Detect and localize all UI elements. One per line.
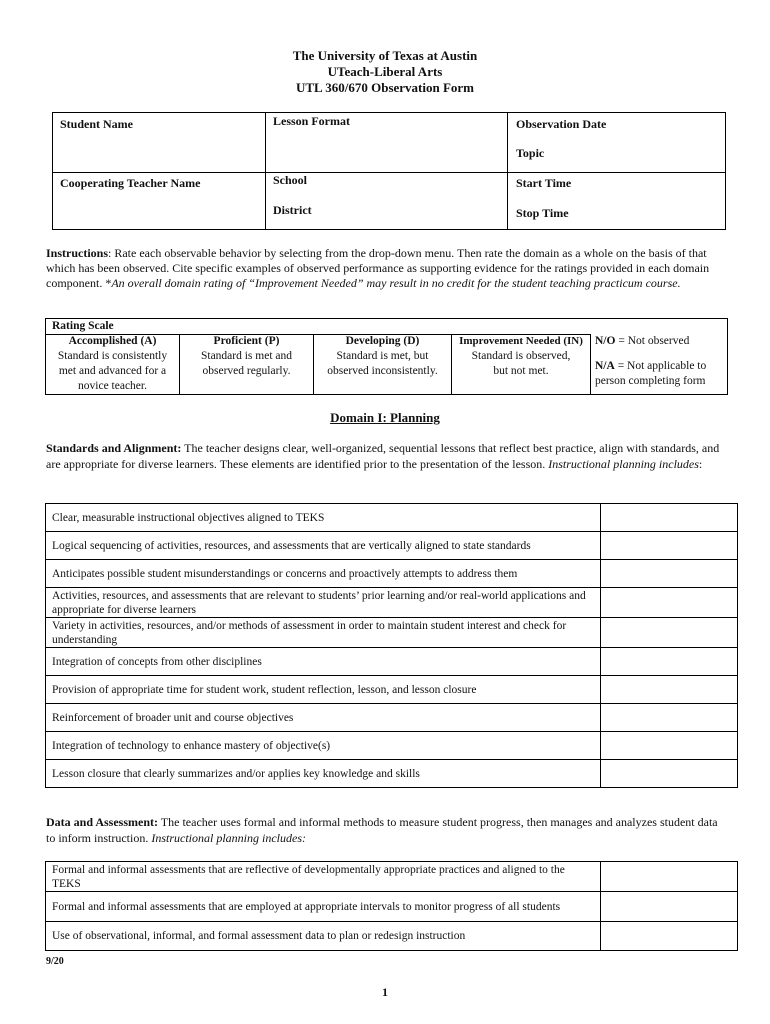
improvement-desc-1: Standard is observed, [471, 350, 571, 362]
rating-dropdown[interactable] [601, 760, 738, 788]
rating-scale-title: Rating Scale [52, 320, 114, 332]
criterion-text: Formal and informal assessments that are reflective of developmentally appropriate practices and aligned to the TEKS [46, 862, 601, 892]
rating-dropdown[interactable] [601, 532, 738, 560]
table-row [46, 618, 738, 648]
criterion-text: Clear, measurable instructional objectives aligned to TEKS [46, 504, 601, 532]
rating-dropdown[interactable] [601, 504, 738, 532]
table-row [46, 760, 738, 788]
rating-not-observed [595, 334, 725, 349]
rating-proficient [180, 334, 313, 379]
rating-dropdown[interactable] [601, 862, 738, 892]
standards-label: Standards and Alignment: [46, 441, 182, 455]
rating-dropdown[interactable] [601, 588, 738, 618]
data-assessment-text: The teacher uses formal and informal methods to measure student progress, then manages and analyzes student data to inform instruction. [46, 815, 718, 845]
instructions-label: Instructions [46, 246, 109, 260]
observation-date-label: Observation Date [516, 117, 607, 131]
table-row [46, 922, 738, 951]
criterion-text: Provision of appropriate time for student work, student reflection, lesson, and lesson closure [46, 676, 601, 704]
no-text: = Not observed [615, 335, 690, 347]
district-label: District [273, 203, 312, 217]
criterion-text: Reinforcement of broader unit and course objectives [46, 704, 601, 732]
improvement-desc-2: but not met. [493, 365, 549, 377]
domain-title: Domain I: Planning [330, 410, 440, 425]
na-text-2: person completing form [595, 375, 706, 387]
revision-date: 9/20 [46, 956, 64, 967]
criterion-text: Anticipates possible student misunderstandings or concerns and proactively attempts to address them [46, 560, 601, 588]
table-row [46, 862, 738, 892]
lesson-format-label: Lesson Format [273, 114, 350, 128]
data-assessment-table [45, 861, 738, 951]
standards-tail: : [698, 457, 703, 471]
university-title: The University of Texas at Austin [292, 48, 478, 63]
na-text: = Not applicable to [614, 360, 707, 372]
rating-not-applicable [595, 359, 725, 389]
accomplished-heading: Accomplished (A) [68, 335, 157, 347]
table-row [46, 532, 738, 560]
criterion-text: Lesson closure that clearly summarizes and/or applies key knowledge and skills [46, 760, 601, 788]
rating-dropdown[interactable] [601, 648, 738, 676]
page-number: 1 [382, 985, 388, 999]
proficient-desc-1: Standard is met and [200, 350, 293, 362]
student-name-label: Student Name [60, 117, 134, 131]
proficient-heading: Proficient (P) [213, 335, 280, 347]
program-title: UTeach-Liberal Arts [327, 64, 443, 79]
criterion-text: Use of observational, informal, and formal assessment data to plan or redesign instruction [46, 922, 601, 951]
criterion-text: Variety in activities, resources, and/or methods of assessment in order to maintain student interest and check for understanding [46, 618, 601, 648]
instructions-text: : Rate each observable behavior by selecting from the drop-down menu. Then rate the domain as a whole on the basis of that which has been observed. Cite specific examples of observed performance as supporting evidence for the ratings provided in each domain component. * [46, 246, 710, 290]
accomplished-desc-1: Standard is consistently [57, 350, 168, 362]
criterion-text: Activities, resources, and assessments that are relevant to students’ prior learning and/or real-world applications and appropriate for diverse learners [46, 588, 601, 618]
proficient-desc-2: observed regularly. [202, 365, 291, 377]
table-row [46, 732, 738, 760]
rating-developing [314, 334, 451, 379]
table-row [46, 588, 738, 618]
rating-dropdown[interactable] [601, 892, 738, 922]
standards-text: The teacher designs clear, well-organized, sequential lessons that reflect best practice, align with standards, and are appropriate for diverse learners. These elements are identified prior to the presentation of the lesson. [46, 441, 720, 471]
school-label: School [273, 173, 308, 187]
table-row [46, 676, 738, 704]
criterion-text: Integration of technology to enhance mastery of objective(s) [46, 732, 601, 760]
accomplished-desc-3: novice teacher. [78, 380, 147, 392]
stop-time-label: Stop Time [516, 206, 569, 220]
rating-dropdown[interactable] [601, 618, 738, 648]
table-row [46, 892, 738, 922]
rating-dropdown[interactable] [601, 560, 738, 588]
developing-desc-2: observed inconsistently. [327, 365, 438, 377]
col-divider-4 [590, 334, 591, 395]
rating-dropdown[interactable] [601, 922, 738, 951]
criterion-text: Logical sequencing of activities, resources, and assessments that are vertically aligned to state standards [46, 532, 601, 560]
criterion-text: Formal and informal assessments that are employed at appropriate intervals to monitor progress of all students [46, 892, 601, 922]
data-assessment-italic: Instructional planning includes: [151, 831, 306, 845]
rating-accomplished [46, 334, 179, 394]
criterion-text: Integration of concepts from other disciplines [46, 648, 601, 676]
start-time-label: Start Time [516, 176, 572, 190]
standards-paragraph [46, 440, 726, 472]
rating-improvement-needed [452, 334, 590, 379]
accomplished-desc-2: met and advanced for a [58, 365, 167, 377]
instructions [46, 246, 728, 291]
form-title: UTL 360/670 Observation Form [295, 80, 475, 95]
topic-label: Topic [516, 146, 545, 160]
developing-desc-1: Standard is met, but [336, 350, 429, 362]
table-row [46, 704, 738, 732]
improvement-heading: Improvement Needed (IN) [459, 335, 583, 347]
data-assessment-label: Data and Assessment: [46, 815, 159, 829]
rating-dropdown[interactable] [601, 732, 738, 760]
standards-table [45, 503, 738, 788]
instructions-note: An overall domain rating of “Improvement Needed” may result in no credit for the student teaching practicum course. [111, 276, 681, 290]
rating-dropdown[interactable] [601, 676, 738, 704]
developing-heading: Developing (D) [345, 335, 420, 347]
standards-italic: Instructional planning includes [548, 457, 699, 471]
rating-dropdown[interactable] [601, 704, 738, 732]
cooperating-teacher-label: Cooperating Teacher Name [60, 176, 201, 190]
table-row [46, 560, 738, 588]
table-row [46, 648, 738, 676]
na-label: N/A [595, 360, 615, 372]
data-assessment-paragraph [46, 814, 726, 846]
no-label: N/O [595, 335, 616, 347]
table-row [46, 504, 738, 532]
